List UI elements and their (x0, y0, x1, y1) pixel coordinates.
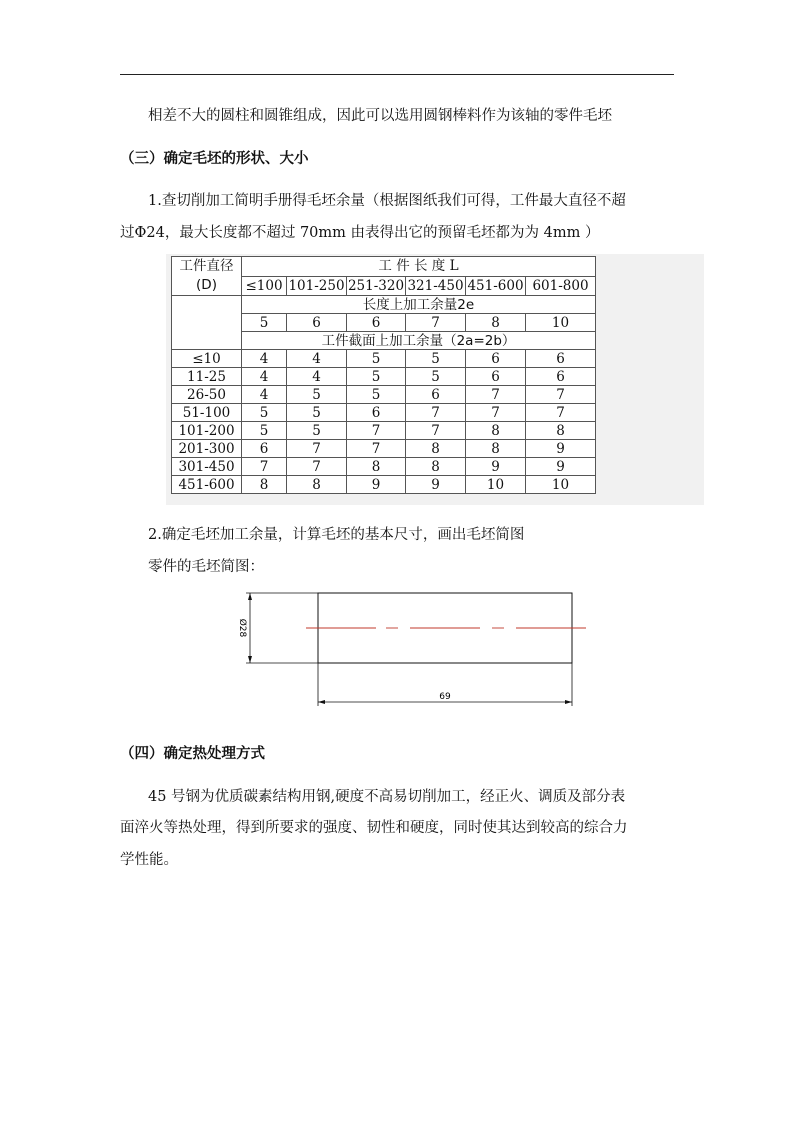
length-label: 69 (439, 692, 451, 702)
allowance-value: 8 (406, 458, 466, 476)
diameter-range: 11-25 (172, 368, 242, 386)
allowance-value: 8 (242, 476, 287, 494)
allowance-value: 7 (406, 422, 466, 440)
length-range: 451-600 (467, 277, 524, 294)
allowance-value: 5 (347, 350, 406, 368)
allowance-value: 6 (526, 368, 596, 386)
length-range: ≤100 (242, 276, 287, 296)
allowance-value: 7 (287, 458, 347, 476)
length-allowance: 6 (287, 314, 347, 332)
allowance-value: 9 (406, 476, 466, 494)
allowance-value: 5 (347, 386, 406, 404)
section-allowance-header: 工件截面上加工余量（2a=2b） (242, 332, 596, 350)
diameter-range: ≤10 (172, 350, 242, 368)
allowance-value: 5 (287, 404, 347, 422)
allowance-value: 7 (466, 404, 526, 422)
allowance-value: 8 (406, 440, 466, 458)
heading-section-4: （四）确定热处理方式 (120, 746, 265, 762)
para4-line1: 45 号钢为优质碳素结构用钢,硬度不高易切削加工，经正火、调质及部分表 (148, 789, 626, 805)
diameter-label: Ø28 (237, 618, 247, 638)
diameter-header (172, 257, 242, 296)
allowance-value: 9 (466, 458, 526, 476)
allowance-row (172, 404, 596, 422)
length-header: 工 件 长 度 L (242, 257, 596, 277)
step1-line1: 1.查切削加工简明手册得毛坯余量（根据图纸我们可得，工件最大直径不超 (148, 193, 626, 209)
allowance-row (172, 476, 596, 494)
allowance-value: 5 (287, 386, 347, 404)
length-range: 251-320 (347, 277, 405, 294)
para4-line2: 面淬火等热处理，得到所要求的强度、韧性和硬度，同时使其达到较高的综合力 (120, 820, 628, 836)
length-allowance: 10 (526, 314, 596, 332)
allowance-value: 8 (466, 440, 526, 458)
allowance-value: 5 (287, 422, 347, 440)
blank-sketch (228, 588, 598, 718)
diameter-header-line1: 工件直径 (179, 258, 234, 274)
allowance-value: 7 (526, 386, 596, 404)
diameter-range: 451-600 (172, 476, 242, 494)
allowance-value: 10 (466, 476, 526, 494)
allowance-row (172, 350, 596, 368)
allowance-value: 6 (466, 350, 526, 368)
allowance-value: 5 (242, 404, 287, 422)
diameter-range: 201-300 (172, 440, 242, 458)
allowance-row (172, 386, 596, 404)
allowance-value: 8 (347, 458, 406, 476)
allowance-table-panel (166, 254, 704, 505)
arrow-icon (318, 700, 325, 704)
diameter-range: 301-450 (172, 458, 242, 476)
allowance-value: 7 (287, 440, 347, 458)
allowance-value: 4 (287, 350, 347, 368)
allowance-value: 8 (287, 476, 347, 494)
allowance-table (171, 256, 596, 494)
allowance-value: 9 (347, 476, 406, 494)
allowance-row (172, 440, 596, 458)
header-blank (172, 296, 242, 350)
allowance-value: 6 (406, 386, 466, 404)
allowance-value: 7 (526, 404, 596, 422)
allowance-value: 8 (466, 422, 526, 440)
step2: 2.确定毛坯加工余量，计算毛坯的基本尺寸，画出毛坯简图 (148, 527, 525, 543)
allowance-value: 8 (526, 422, 596, 440)
allowance-value: 7 (242, 458, 287, 476)
allowance-value: 4 (287, 368, 347, 386)
allowance-value: 7 (347, 422, 406, 440)
length-allowance-header: 长度上加工余量2e (242, 296, 596, 314)
allowance-value: 4 (242, 350, 287, 368)
allowance-row (172, 458, 596, 476)
diameter-range: 51-100 (172, 404, 242, 422)
length-allowance: 8 (466, 314, 526, 332)
length-allowance: 6 (347, 314, 406, 332)
allowance-value: 6 (466, 368, 526, 386)
allowance-value: 10 (526, 476, 596, 494)
para4-line3: 学性能。 (120, 852, 178, 868)
paragraph-top: 相差不大的圆柱和圆锥组成，因此可以选用圆钢棒料作为该轴的零件毛坯 (148, 108, 612, 124)
length-range: 101-250 (288, 277, 345, 294)
heading-section-3: （三）确定毛坯的形状、大小 (120, 151, 309, 167)
arrow-icon (248, 656, 252, 663)
allowance-value: 6 (526, 350, 596, 368)
length-allowance: 7 (406, 314, 466, 332)
step1-line2: 过Φ24，最大长度都不超过 70mm 由表得出它的预留毛坯都为为 4mm ） (120, 225, 600, 241)
arrow-icon (248, 593, 252, 600)
diameter-header-line2: (D) (196, 277, 217, 293)
allowance-value: 7 (466, 386, 526, 404)
allowance-value: 6 (242, 440, 287, 458)
allowance-row (172, 368, 596, 386)
allowance-value: 7 (347, 440, 406, 458)
allowance-value: 7 (406, 404, 466, 422)
allowance-value: 9 (526, 458, 596, 476)
allowance-row (172, 422, 596, 440)
allowance-value: 5 (406, 368, 466, 386)
allowance-value: 5 (406, 350, 466, 368)
diameter-range: 26-50 (172, 386, 242, 404)
arrow-icon (565, 700, 572, 704)
allowance-value: 4 (242, 386, 287, 404)
diameter-range: 101-200 (172, 422, 242, 440)
length-allowance: 5 (242, 314, 287, 332)
length-range: 601-800 (526, 276, 596, 296)
allowance-value: 5 (347, 368, 406, 386)
sketch-caption: 零件的毛坯简图： (148, 559, 264, 575)
allowance-value: 6 (347, 404, 406, 422)
allowance-value: 5 (242, 422, 287, 440)
allowance-value: 4 (242, 368, 287, 386)
length-range: 321-450 (407, 277, 464, 294)
allowance-value: 9 (526, 440, 596, 458)
header-rule (120, 74, 674, 75)
